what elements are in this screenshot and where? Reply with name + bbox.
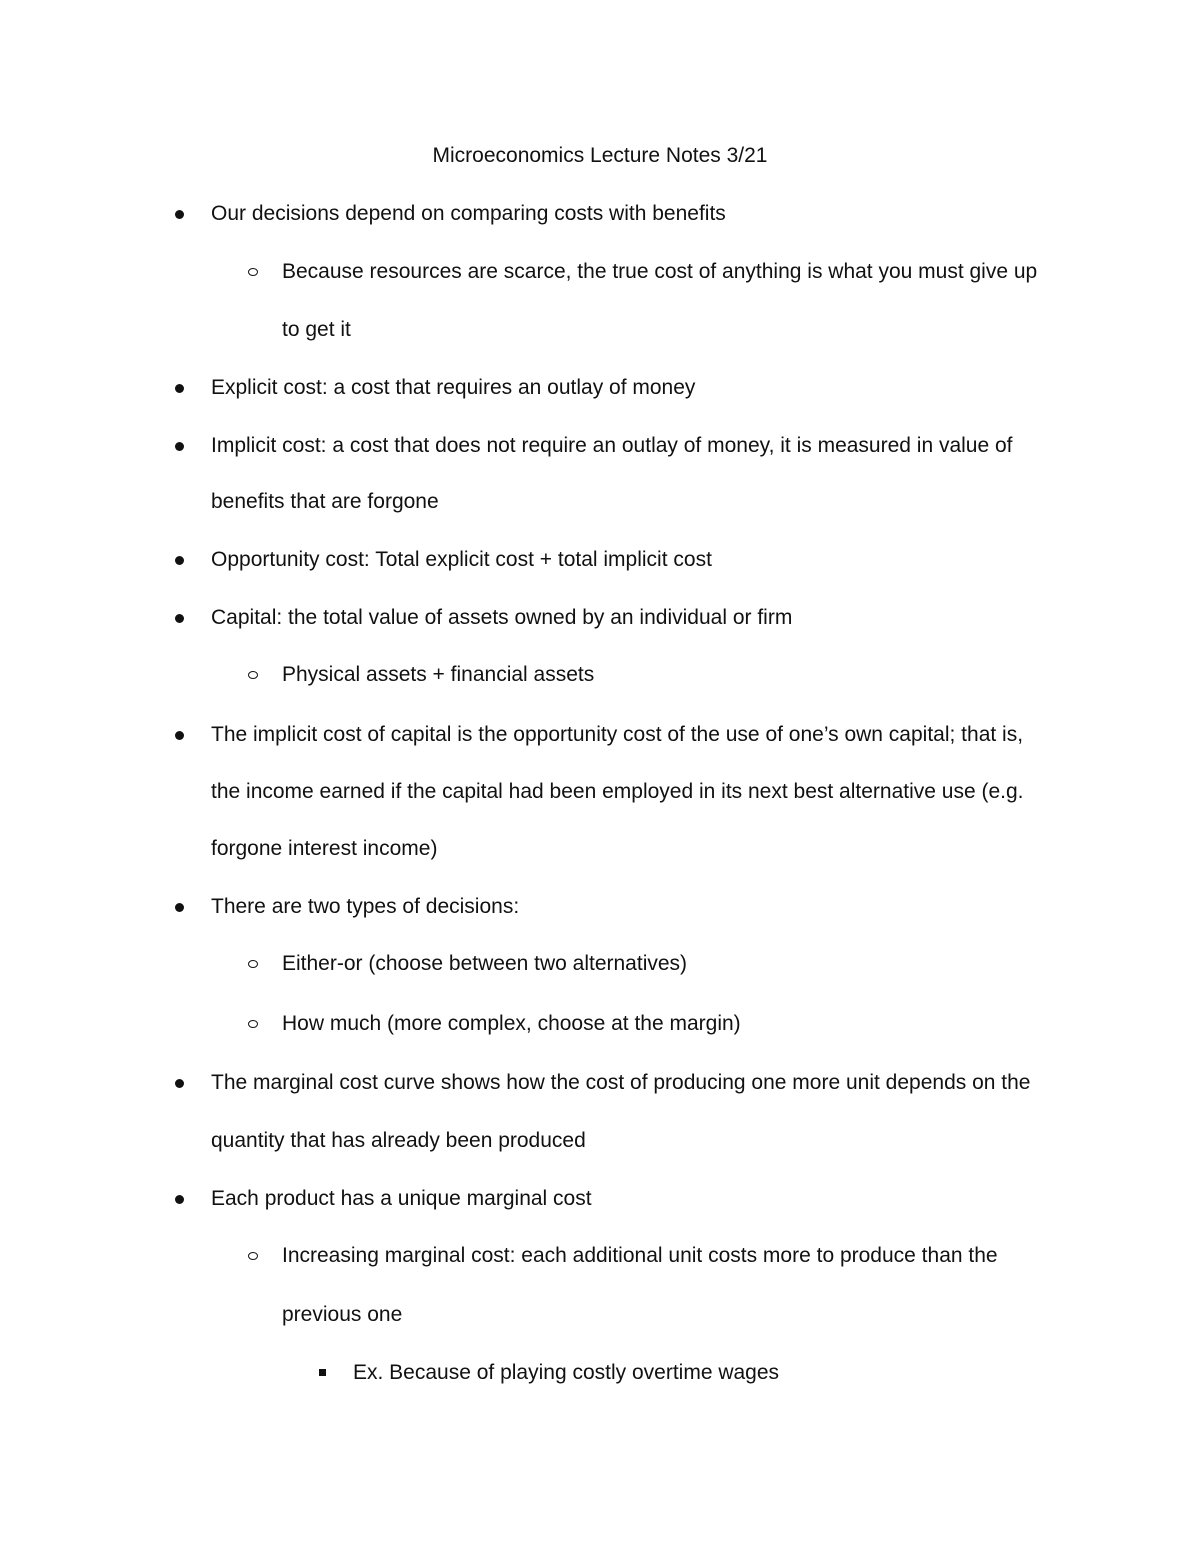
bullet-item: Implicit cost: a cost that does not require an outlay of money, it is measured in value of (211, 434, 1013, 457)
bullet-circle-icon (246, 258, 264, 286)
bullet-item: Capital: the total value of assets owned by an individual or firm (211, 606, 793, 629)
sub-bullet-item: How much (more complex, choose at the margin) (282, 1012, 741, 1035)
bullet-item: Our decisions depend on comparing costs with benefits (211, 202, 726, 225)
bullet-circle-icon (246, 661, 264, 689)
bullet-circle-icon (246, 1242, 264, 1270)
bullet-disc-icon (173, 546, 189, 574)
bullet-disc-icon (173, 1185, 189, 1213)
bullet-disc-icon (173, 200, 189, 228)
bullet-item: There are two types of decisions: (211, 895, 520, 918)
bullet-circle-icon (246, 1010, 264, 1038)
bullet-disc-icon (173, 432, 189, 460)
bullet-item: The implicit cost of capital is the opportunity cost of the use of one’s own capital; that is, (211, 723, 1024, 746)
bullet-disc-icon (173, 604, 189, 632)
bullet-disc-icon (173, 1069, 189, 1097)
bullet-disc-icon (173, 893, 189, 921)
bullet-continuation: quantity that has already been produced (211, 1129, 586, 1152)
bullet-item: Opportunity cost: Total explicit cost + total implicit cost (211, 548, 712, 571)
sub-bullet-item: Increasing marginal cost: each additional unit costs more to produce than the (282, 1244, 998, 1267)
bullet-continuation: benefits that are forgone (211, 490, 439, 513)
bullet-square-icon (317, 1359, 331, 1387)
bullet-disc-icon (173, 721, 189, 749)
bullet-circle-icon (246, 950, 264, 978)
document-title: Microeconomics Lecture Notes 3/21 (432, 144, 768, 167)
sub-bullet-continuation: previous one (282, 1303, 403, 1326)
bullet-continuation: the income earned if the capital had been employed in its next best alternative use (e.g. (211, 780, 1024, 803)
sub-bullet-item: Physical assets + financial assets (282, 663, 595, 686)
bullet-item: Explicit cost: a cost that requires an outlay of money (211, 376, 696, 399)
bullet-item: The marginal cost curve shows how the cost of producing one more unit depends on the (211, 1071, 1031, 1094)
bullet-disc-icon (173, 374, 189, 402)
sub-bullet-item: Either-or (choose between two alternatives) (282, 952, 688, 975)
bullet-continuation: forgone interest income) (211, 837, 438, 860)
sub-bullet-continuation: to get it (282, 318, 351, 341)
sub-bullet-item: Because resources are scarce, the true cost of anything is what you must give up (282, 260, 1038, 283)
sub-sub-bullet-item: Ex. Because of playing costly overtime wages (353, 1361, 780, 1384)
bullet-item: Each product has a unique marginal cost (211, 1187, 592, 1210)
